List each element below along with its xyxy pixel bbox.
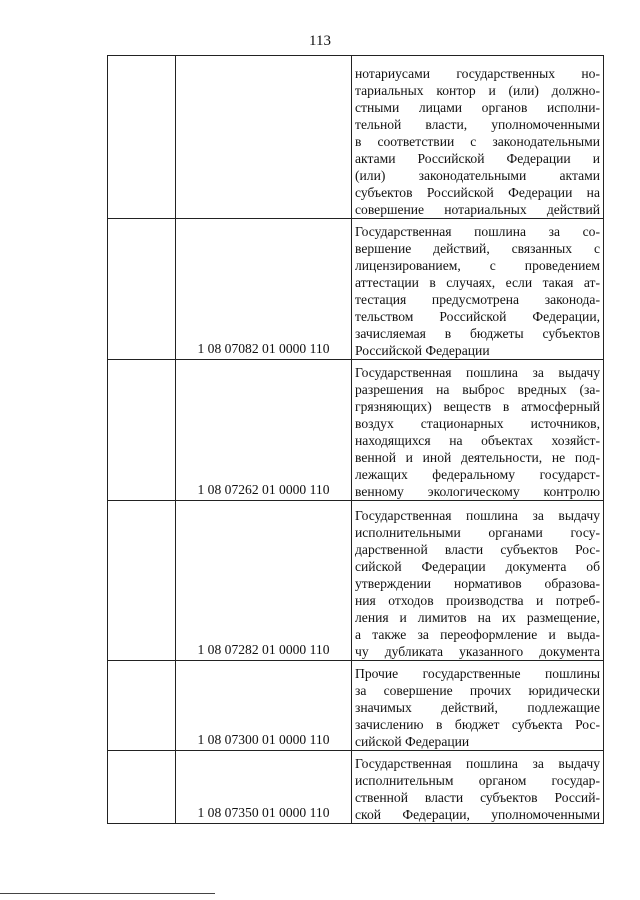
description-line: ственной власти субъектов Россий-: [355, 790, 600, 805]
description-line: находящихся на объектах хозяйст-: [355, 433, 600, 448]
empty-cell: [108, 56, 176, 219]
table-row: [108, 751, 604, 824]
description-line: грязняющих) веществ в атмосферный: [355, 399, 600, 414]
description-line: тестация предусмотрена законода-: [355, 292, 600, 307]
description-line: субъектов Российской Федерации на: [355, 185, 600, 200]
description-line: дарственной власти субъектов Рос-: [355, 542, 600, 557]
description-line: разрешения на выброс вредных (за-: [355, 382, 600, 397]
description-line: исполнительными органами госу-: [355, 525, 600, 540]
description-line: аттестации в случаях, если такая ат-: [355, 275, 600, 290]
description-line: совершение нотариальных действий: [355, 202, 600, 217]
budget-code-cell: 1 08 07262 01 0000 110: [176, 360, 352, 501]
budget-code-cell: 1 08 07350 01 0000 110: [176, 751, 352, 824]
description-cell: [352, 751, 604, 824]
description-line: актами Российской Федерации и: [355, 151, 600, 166]
description-line: лицензированием, с проведением: [355, 258, 600, 273]
description-line: а также за переоформление и выда-: [355, 627, 600, 642]
budget-code-cell: 1 08 07082 01 0000 110: [176, 219, 352, 360]
table-row: [108, 501, 604, 661]
description-line: зачисляемая в бюджеты субъектов: [355, 326, 600, 341]
description-line: Государственная пошлина за со-: [355, 224, 600, 239]
description-line: чу дубликата указанного документа: [355, 644, 600, 659]
description-line: нотариусами государственных но-: [355, 66, 600, 81]
description-line: ской Федерации, уполномоченными: [355, 807, 600, 822]
description-line: значимых действий, подлежащие: [355, 700, 600, 715]
description-line: вершение действий, связанных с: [355, 241, 600, 256]
description-line: воздух стационарных источников,: [355, 416, 600, 431]
description-cell: [352, 56, 604, 219]
description-cell: [352, 661, 604, 751]
budget-code-cell: 1 08 07282 01 0000 110: [176, 501, 352, 661]
document-table: [107, 55, 604, 824]
table-row: [108, 56, 604, 219]
description-line: тариальных контор и (или) должно-: [355, 83, 600, 98]
description-line: ления и лимитов на их размещение,: [355, 610, 600, 625]
budget-code-cell: 1 08 07300 01 0000 110: [176, 661, 352, 751]
description-line: утверждении нормативов образова-: [355, 576, 600, 591]
description-line: венному экологическому контролю: [355, 484, 600, 499]
description-cell: [352, 501, 604, 661]
description-line: венной и иной деятельности, не под-: [355, 450, 600, 465]
description-line: стными лицами органов исполни-: [355, 100, 600, 115]
description-line: зачислению в бюджет субъекта Рос-: [355, 717, 600, 732]
empty-cell: [108, 360, 176, 501]
page-number: 113: [309, 33, 331, 49]
description-line: ния отходов производства и потреб-: [355, 593, 600, 608]
description-line: тельством Российской Федерации,: [355, 309, 600, 324]
description-line: Российской Федерации: [355, 343, 490, 358]
table-row: [108, 661, 604, 751]
description-line: (или) законодательными актами: [355, 168, 600, 183]
description-cell: [352, 360, 604, 501]
description-line: сийской Федерации документа об: [355, 559, 600, 574]
description-line: сийской Федерации: [355, 734, 470, 749]
description-line: Государственная пошлина за выдачу: [355, 756, 600, 771]
empty-cell: [108, 219, 176, 360]
description-line: в соответствии с законодательными: [355, 134, 600, 149]
footer-rule: [0, 893, 215, 894]
description-line: за совершение прочих юридически: [355, 683, 600, 698]
description-line: исполнительным органом государ-: [355, 773, 600, 788]
description-line: Государственная пошлина за выдачу: [355, 508, 600, 523]
description-line: Государственная пошлина за выдачу: [355, 365, 600, 380]
budget-code-cell: [176, 56, 352, 219]
empty-cell: [108, 661, 176, 751]
table-row: [108, 360, 604, 501]
description-line: Прочие государственные пошлины: [355, 666, 600, 681]
empty-cell: [108, 501, 176, 661]
empty-cell: [108, 751, 176, 824]
description-cell: [352, 219, 604, 360]
description-line: тельной власти, уполномоченными: [355, 117, 600, 132]
table-row: [108, 219, 604, 360]
description-line: лежащих федеральному государст-: [355, 467, 600, 482]
